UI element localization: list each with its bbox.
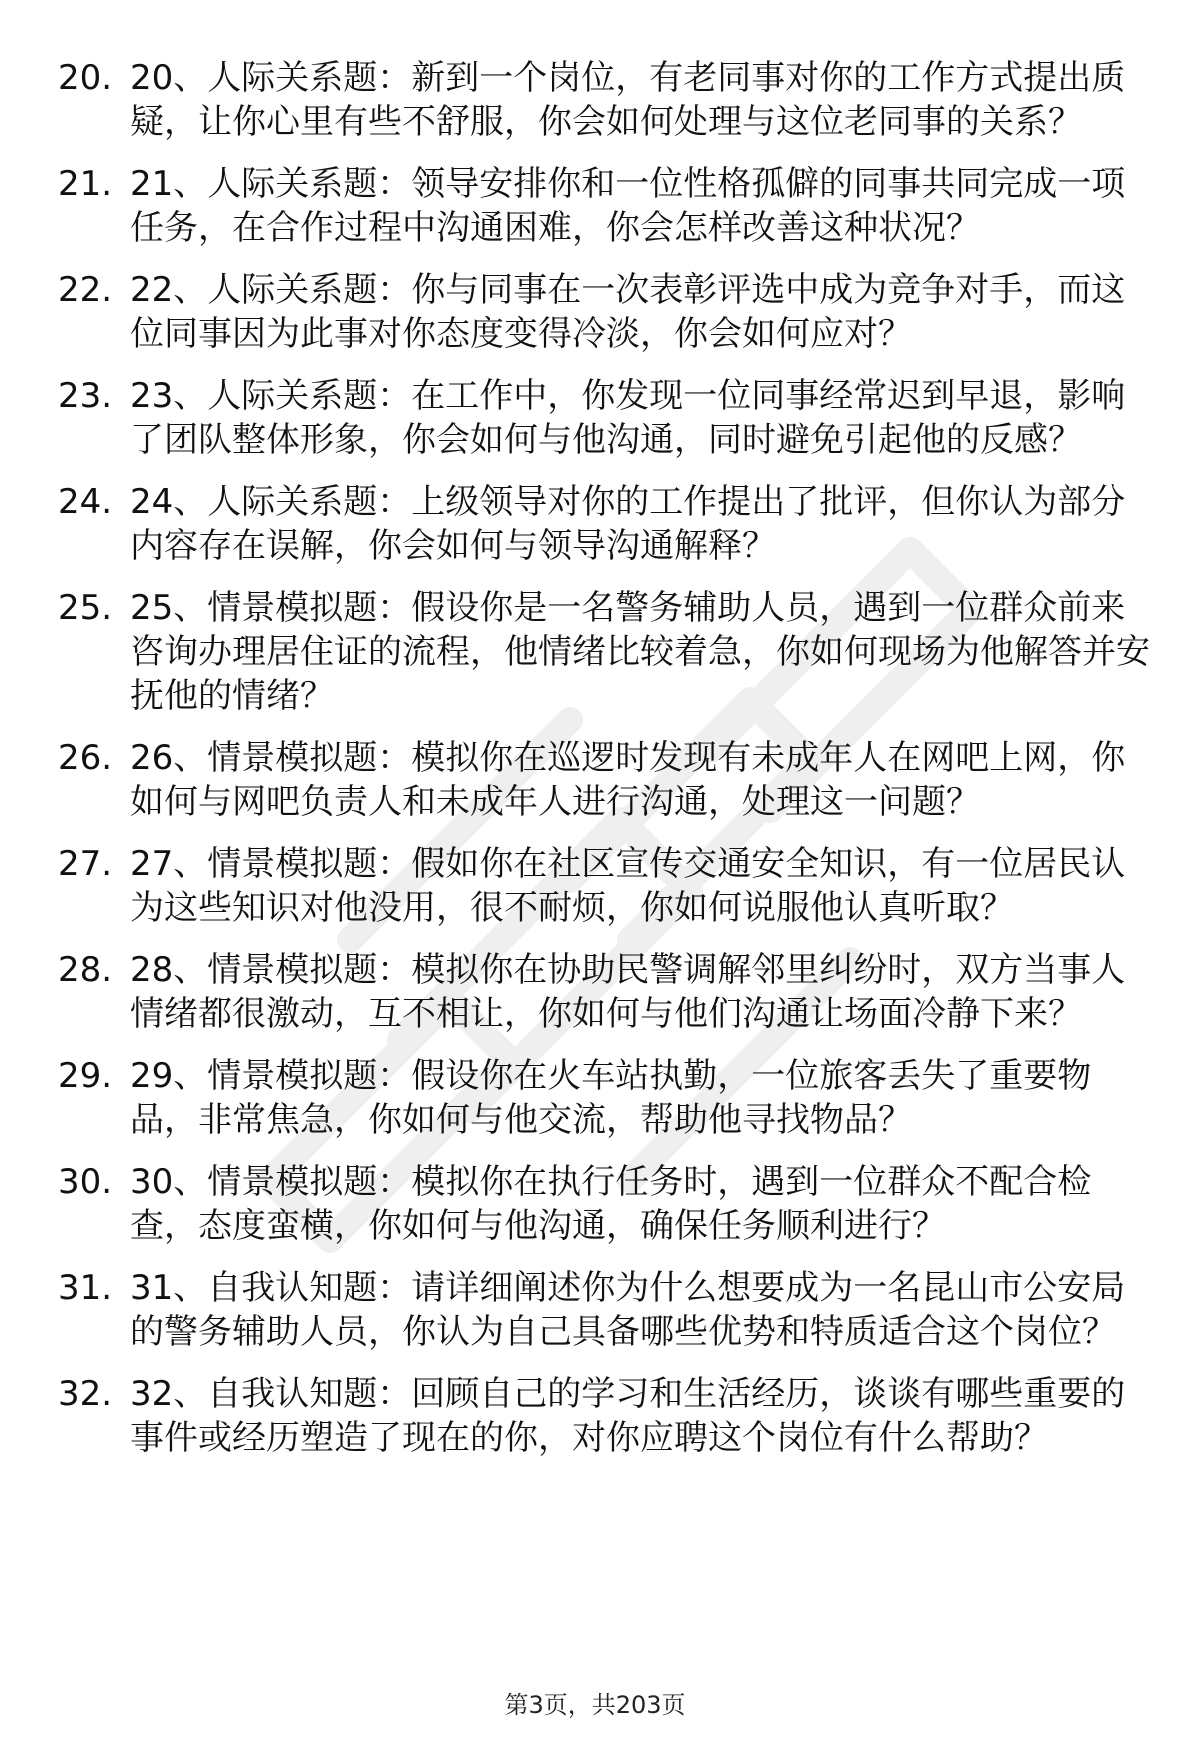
question-item	[58, 268, 1158, 356]
question-number: 30.	[58, 1162, 113, 1202]
question-number: 28.	[58, 950, 113, 990]
question-text: 21、人际关系题：领导安排你和一位性格孤僻的同事共同完成一项任务，在合作过程中沟通困难，你会怎样改善这种状况？	[130, 164, 1126, 248]
question-item	[58, 1372, 1158, 1460]
question-text: 26、情景模拟题：模拟你在巡逻时发现有未成年人在网吧上网，你如何与网吧负责人和未成年人进行沟通，处理这一问题？	[130, 738, 1126, 822]
question-item	[58, 1266, 1158, 1354]
question-number: 32.	[58, 1374, 113, 1414]
question-text: 27、情景模拟题：假如你在社区宣传交通安全知识，有一位居民认为这些知识对他没用，很不耐烦，你如何说服他认真听取？	[130, 844, 1126, 928]
question-item	[58, 842, 1158, 930]
question-number: 31.	[58, 1268, 113, 1308]
question-item	[58, 374, 1158, 462]
question-text: 23、人际关系题：在工作中，你发现一位同事经常迟到早退，影响了团队整体形象，你会如何与他沟通，同时避免引起他的反感？	[130, 376, 1126, 460]
question-number: 26.	[58, 738, 113, 778]
question-item	[58, 948, 1158, 1036]
question-text: 28、情景模拟题：模拟你在协助民警调解邻里纠纷时，双方当事人情绪都很激动，互不相让，你如何与他们沟通让场面冷静下来？	[130, 950, 1126, 1034]
question-number: 23.	[58, 376, 113, 416]
question-number: 22.	[58, 270, 113, 310]
question-number: 24.	[58, 482, 113, 522]
question-number: 27.	[58, 844, 113, 884]
question-text: 32、自我认知题：回顾自己的学习和生活经历，谈谈有哪些重要的事件或经历塑造了现在的你，对你应聘这个岗位有什么帮助？	[130, 1374, 1126, 1458]
question-text: 20、人际关系题：新到一个岗位，有老同事对你的工作方式提出质疑，让你心里有些不舒服，你会如何处理与这位老同事的关系？	[130, 58, 1126, 142]
question-number: 20.	[58, 58, 113, 98]
question-item	[58, 56, 1158, 144]
page-footer: 第3页，共203页	[504, 1691, 686, 1719]
question-item	[58, 1160, 1158, 1248]
question-item	[58, 162, 1158, 250]
question-item	[58, 586, 1158, 718]
question-text: 24、人际关系题：上级领导对你的工作提出了批评，但你认为部分内容存在误解，你会如何与领导沟通解释？	[130, 482, 1126, 566]
question-item	[58, 736, 1158, 824]
question-text: 31、自我认知题：请详细阐述你为什么想要成为一名昆山市公安局的警务辅助人员，你认为自己具备哪些优势和特质适合这个岗位？	[130, 1268, 1126, 1352]
question-number: 25.	[58, 588, 113, 628]
question-item	[58, 1054, 1158, 1142]
question-item	[58, 480, 1158, 568]
question-number: 29.	[58, 1056, 113, 1096]
question-text: 25、情景模拟题：假设你是一名警务辅助人员，遇到一位群众前来咨询办理居住证的流程，他情绪比较着急，你如何现场为他解答并安抚他的情绪？	[130, 588, 1150, 716]
question-number: 21.	[58, 164, 113, 204]
question-text: 30、情景模拟题：模拟你在执行任务时，遇到一位群众不配合检查，态度蛮横，你如何与他沟通，确保任务顺利进行？	[130, 1162, 1092, 1246]
question-text: 29、情景模拟题：假设你在火车站执勤，一位旅客丢失了重要物品，非常焦急，你如何与他交流，帮助他寻找物品？	[130, 1056, 1092, 1140]
question-text: 22、人际关系题：你与同事在一次表彰评选中成为竞争对手，而这位同事因为此事对你态度变得冷淡，你会如何应对？	[130, 270, 1126, 354]
question-list	[58, 56, 1158, 1478]
